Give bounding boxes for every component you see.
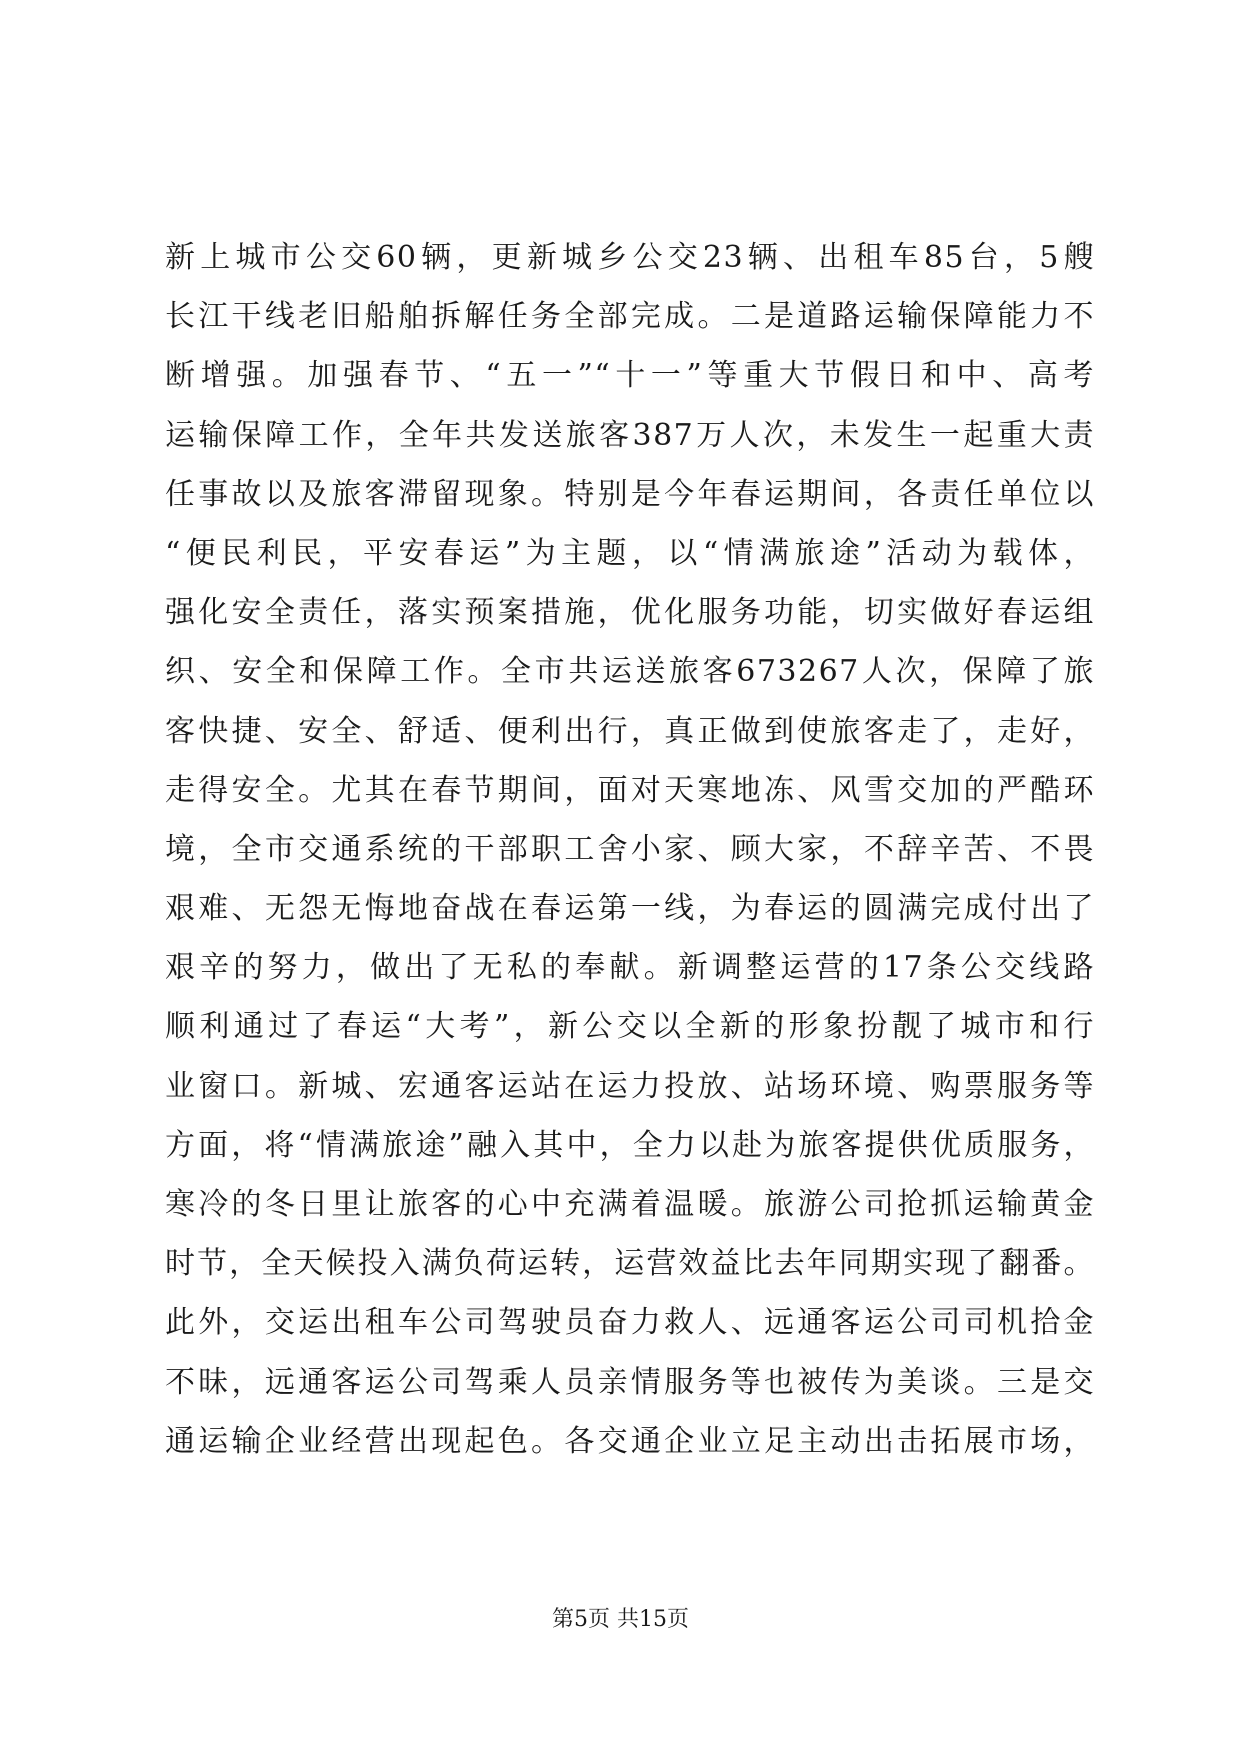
text-line-15: 业窗口。新城、宏通客运站在运力投放、站场环境、购票服务等 xyxy=(165,1068,1095,1104)
text-line-7: 强化安全责任，落实预案措施，优化服务功能，切实做好春运组 xyxy=(165,595,1095,631)
text-line-4: 运输保障工作，全年共发送旅客387万人次，未发生一起重大责 xyxy=(165,417,1095,453)
text-line-1: 新上城市公交60辆，更新城乡公交23辆、出租车85台，5艘 xyxy=(165,240,1095,275)
page-footer: 第5页 共15页 xyxy=(552,1607,689,1632)
text-line-17: 寒冷的冬日里让旅客的心中充满着温暖。旅游公司抢抓运输黄金 xyxy=(165,1187,1095,1222)
text-line-8: 织、安全和保障工作。全市共运送旅客673267人次，保障了旅 xyxy=(165,654,1095,690)
text-line-16: 方面，将“情满旅途”融入其中，全力以赴为旅客提供优质服务， xyxy=(165,1127,1095,1163)
text-line-2: 长江干线老旧船舶拆解任务全部完成。二是道路运输保障能力不 xyxy=(165,299,1095,335)
text-line-18: 时节，全天候投入满负荷运转，运营效益比去年同期实现了翻番。 xyxy=(165,1246,1095,1282)
text-line-10: 走得安全。尤其在春节期间，面对天寒地冻、风雪交加的严酷环 xyxy=(165,772,1095,808)
text-line-19: 此外，交运出租车公司驾驶员奋力救人、远通客运公司司机拾金 xyxy=(165,1305,1095,1341)
text-line-13: 艰辛的努力，做出了无私的奉献。新调整运营的17条公交线路 xyxy=(165,950,1095,986)
text-line-14: 顺利通过了春运“大考”，新公交以全新的形象扮靓了城市和行 xyxy=(165,1009,1095,1045)
text-line-9: 客快捷、安全、舒适、便利出行，真正做到使旅客走了，走好， xyxy=(165,713,1095,749)
text-line-6: “便民利民，平安春运”为主题，以“情满旅途”活动为载体， xyxy=(165,535,1095,571)
text-line-5: 任事故以及旅客滞留现象。特别是今年春运期间，各责任单位以 xyxy=(165,476,1095,512)
text-line-3: 断增强。加强春节、“五一”“十一”等重大节假日和中、高考 xyxy=(165,358,1095,394)
text-line-21: 通运输企业经营出现起色。各交通企业立足主动出击拓展市场， xyxy=(165,1423,1095,1459)
body-text xyxy=(165,228,1095,1471)
text-line-12: 艰难、无怨无悔地奋战在春运第一线，为春运的圆满完成付出了 xyxy=(165,891,1095,927)
text-line-20: 不昧，远通客运公司驾乘人员亲情服务等也被传为美谈。三是交 xyxy=(165,1364,1095,1400)
text-line-11: 境，全市交通系统的干部职工舍小家、顾大家，不辞辛苦、不畏 xyxy=(165,831,1095,867)
